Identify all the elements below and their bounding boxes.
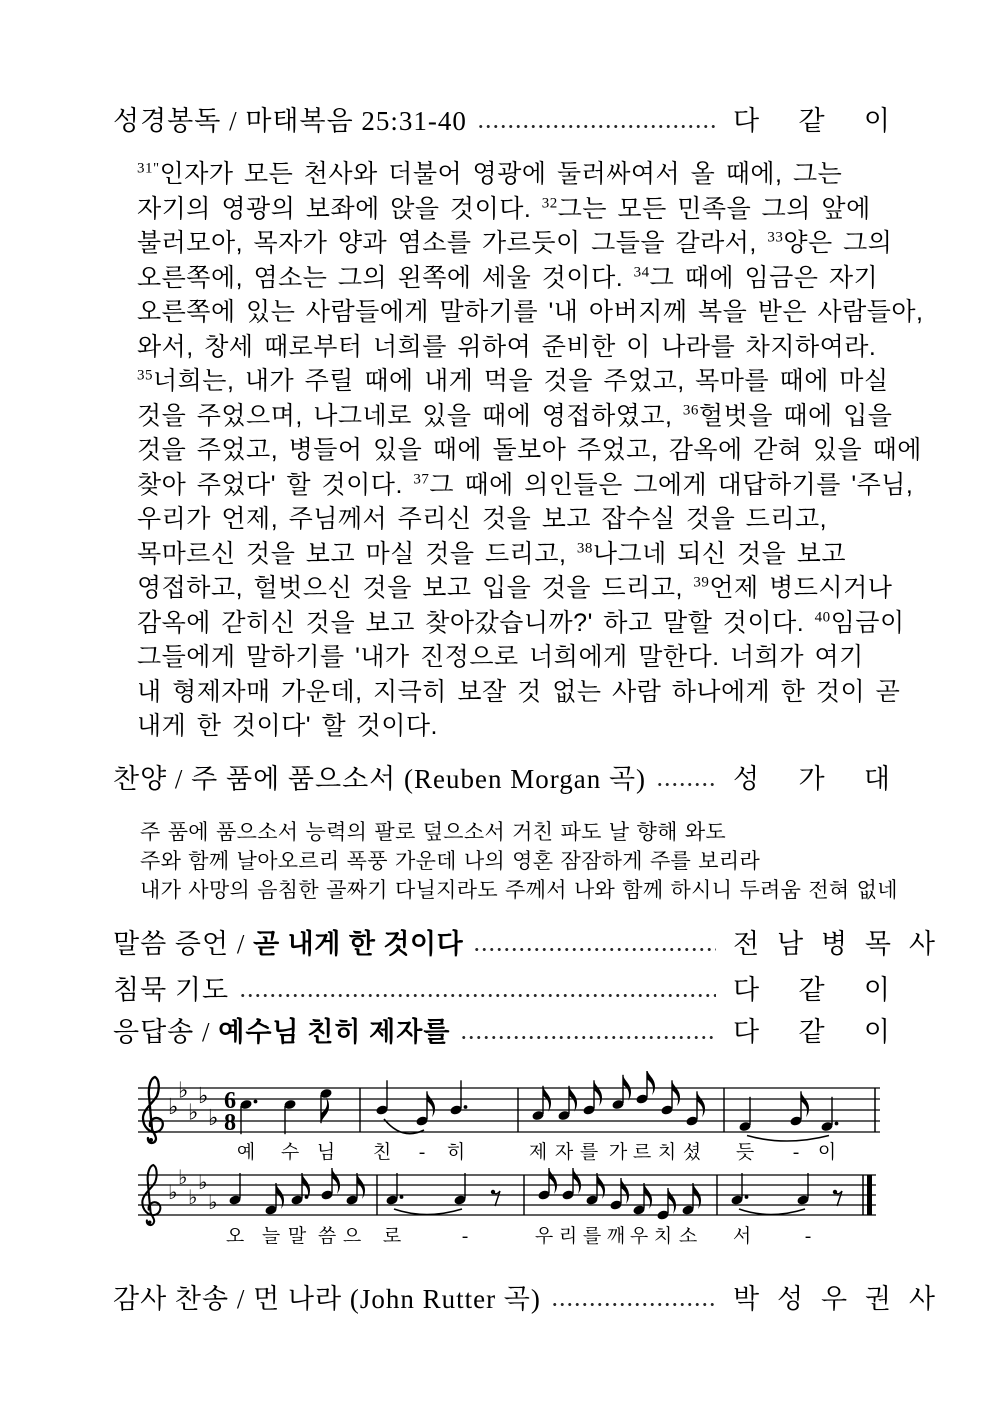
scripture-line: 것을 주었고, 병들어 있을 때에 돌보아 주었고, 감옥에 갇혀 있을 때에: [137, 436, 922, 464]
verse-number: 37: [413, 471, 430, 488]
lyric-syllable: -: [461, 1225, 469, 1247]
row-body: [113, 1014, 720, 1051]
eighth-flag: [594, 1080, 602, 1106]
final-barline: [867, 1175, 872, 1215]
eighth-flag: [697, 1091, 705, 1117]
lyric-syllable: 로: [382, 1225, 402, 1247]
time-signature: 8: [223, 1108, 237, 1136]
performer-label: [733, 1281, 935, 1318]
clef-dot: [148, 1220, 152, 1224]
lyric-syllable: 제: [528, 1141, 548, 1163]
service-item-text: 응답송 /: [113, 1016, 219, 1047]
lyric-syllable: 르: [632, 1141, 652, 1163]
performer-char: 병: [820, 928, 848, 959]
row-body: [113, 972, 720, 1009]
scripture-line: 내 형제자매 가운데, 지극히 보잘 것 없는 사람 하나에게 한 것이 곧: [137, 677, 901, 706]
verse-number: 33: [767, 229, 784, 246]
verse-number: 36: [682, 402, 699, 419]
performer-char: 이: [863, 974, 890, 1005]
service-item-text: 감사 찬송 / 먼 나라 (John Rutter 곡): [113, 1283, 541, 1314]
lyric-syllable: 예: [236, 1141, 256, 1163]
dot-leader: [473, 941, 716, 957]
scripture-line: 그들에게 말하기를 '내가 진정으로 너희에게 말한다. 너희가 여기: [137, 643, 864, 671]
eighth-flag: [427, 1091, 435, 1117]
service-item-title: [113, 1281, 541, 1318]
verse-number: 34: [633, 264, 650, 281]
verse-number: 35: [137, 367, 153, 384]
row-silent-prayer: [113, 972, 935, 1009]
flat-sign: ♭: [198, 1169, 208, 1194]
row-body: [113, 103, 720, 140]
verse-number: 32: [541, 195, 558, 212]
row-body: [113, 761, 720, 798]
lyric-syllable: 를: [582, 1225, 602, 1247]
music-staff-2: [130, 1163, 890, 1251]
scripture-line: 오른쪽에, 염소는 그의 왼쪽에 세울 것이다. $^{34}$그 때에 임금은 자기: [137, 263, 879, 292]
lyric-syllable: -: [418, 1141, 426, 1163]
scripture-line: 오른쪽에 있는 사람들에게 말하기를 '내 아버지께 복을 받은 사람들아,: [137, 298, 924, 326]
eighth-flag: [672, 1080, 680, 1106]
verse-number: 40: [814, 609, 831, 626]
lyric-line: 주 품에 품으소서 능력의 팔로 덮으소서 거친 파도 날 향해 와도: [140, 820, 726, 844]
dot-leader: [656, 776, 716, 792]
service-item-title: [113, 761, 646, 798]
lyric-syllable: 말: [287, 1225, 307, 1247]
service-item-title: [113, 1014, 450, 1051]
performer-char: 목: [864, 928, 891, 959]
augmentation-dot: [745, 1195, 749, 1199]
service-item-text: 곧 내게 한 것이다: [253, 928, 464, 959]
augmentation-dot: [254, 1099, 258, 1103]
scripture-line: 우리가 언제, 주님께서 주리신 것을 보고 잡수실 것을 드리고,: [137, 505, 828, 533]
lyric-syllable: -: [792, 1141, 800, 1163]
lyric-syllable: 수: [280, 1141, 300, 1163]
row-thanksgiving-hymn: [113, 1281, 935, 1318]
performer-char: 전: [733, 928, 760, 959]
performer-char: 대: [863, 763, 890, 794]
lyric-syllable: 으: [342, 1225, 362, 1247]
performer-char: 권: [864, 1283, 891, 1314]
performer-char: 성: [733, 763, 760, 794]
service-item-text: 예수님 친히 제자를: [218, 1016, 451, 1047]
performer-char: 박: [733, 1283, 760, 1314]
service-item-text: 침묵 기도: [113, 974, 230, 1005]
row-response-song: [113, 1014, 935, 1051]
performer-char: 같: [798, 106, 825, 136]
performer-char: 가: [798, 763, 825, 794]
lyric-syllable: 를: [579, 1141, 599, 1163]
flat-sign: ♭: [178, 1164, 188, 1189]
service-item-text: 성경봉독 / 마태복음 25:31-40: [113, 106, 467, 136]
scripture-line: 내게 한 것이다' 할 것이다.: [137, 712, 439, 740]
performer-label: [733, 926, 935, 963]
flat-sign: ♭: [168, 1094, 179, 1120]
dot-leader: [551, 1296, 716, 1312]
performer-char: 다: [733, 106, 760, 136]
eighth-flag: [801, 1091, 809, 1117]
sheet-music: [130, 1071, 935, 1251]
flat-sign: ♭: [178, 1078, 189, 1103]
eighth-flag: [647, 1071, 655, 1095]
lyric-syllable: 우: [629, 1225, 649, 1247]
lyric-syllable: 치: [653, 1225, 673, 1247]
dot-leader: [477, 119, 716, 135]
verse-number: 38: [576, 540, 593, 557]
scripture-line: 찾아 주었다' 할 것이다. $^{37}$그 때에 의인들은 그에게 대답하기를 '주님,: [137, 470, 914, 499]
augmentation-dot: [464, 1105, 468, 1109]
row-scripture-reading: [113, 103, 935, 140]
flat-sign: ♭: [208, 1189, 218, 1214]
flat-sign: ♭: [188, 1100, 199, 1125]
eighth-flag: [668, 1188, 676, 1214]
lyric-syllable: 이: [817, 1141, 837, 1163]
lyric-syllable: 자: [554, 1141, 574, 1163]
slur: [739, 1209, 805, 1215]
performer-char: 다: [733, 974, 760, 1005]
dot-leader: [239, 987, 716, 1003]
scripture-line: $^{35}$너희는, 내가 주릴 때에 내게 먹을 것을 주었고, 목마를 때에 마실: [137, 367, 889, 395]
row-body: [113, 1281, 720, 1318]
scripture-line: 불러모아, 목자가 양과 염소를 가르듯이 그들을 갈라서, $^{33}$양은 그의: [137, 229, 893, 257]
performer-label: [733, 972, 890, 1009]
lyric-syllable: 씀: [317, 1225, 337, 1247]
lyric-line: 내가 사망의 음침한 골짜기 다닐지라도 주께서 나와 함께 하시니 두려움 전혀 없네: [140, 878, 898, 902]
service-item-title: [113, 926, 463, 963]
praise-lyrics: [140, 818, 935, 905]
lyric-syllable: 소: [678, 1225, 698, 1247]
service-item-text: 찬양 / 주 품에 품으소서 (Reuben Morgan 곡): [113, 763, 647, 794]
clef-dot: [149, 1138, 153, 1142]
eighth-flag: [621, 1178, 629, 1204]
lyric-syllable: 친: [372, 1141, 392, 1163]
augmentation-dot: [400, 1195, 404, 1199]
eighth-flag: [549, 1168, 557, 1194]
scripture-line: 자기의 영광의 보좌에 앉을 것이다. $^{32}$그는 모든 민족을 그의 앞에: [137, 194, 871, 223]
performer-label: [733, 103, 890, 140]
performer-char: 사: [908, 928, 935, 959]
verse-number: 31": [137, 160, 160, 177]
augmentation-dot: [835, 1121, 839, 1125]
flat-sign: ♭: [208, 1105, 219, 1131]
lyric-syllable: -: [804, 1225, 812, 1247]
scripture-passage: [137, 157, 935, 744]
row-body: [113, 926, 720, 963]
lyric-syllable: 듯: [735, 1141, 755, 1163]
performer-label: [733, 761, 890, 798]
lyric-syllable: 치: [657, 1141, 677, 1163]
verse-number: 39: [693, 574, 710, 591]
time-signature: 6: [223, 1086, 237, 1114]
performer-char: 같: [798, 1016, 825, 1047]
scripture-line: $^{31"}$인자가 모든 천사와 더불어 영광에 둘러싸여서 올 때에, 그는: [137, 160, 843, 188]
lyric-syllable: 리: [558, 1225, 578, 1247]
service-item-text: 말씀 증언 /: [113, 928, 254, 959]
scripture-line: 것을 주었으며, 나그네로 있을 때에 영접하였고, $^{36}$헐벗을 때에 입을: [137, 401, 893, 430]
service-item-title: [113, 103, 467, 140]
scripture-line: 와서, 창세 때로부터 너희를 위하여 준비한 이 나라를 차지하여라.: [137, 332, 877, 361]
row-sermon: [113, 926, 935, 963]
flat-sign: ♭: [198, 1083, 209, 1109]
lyric-line: 주와 함께 날아오르리 폭풍 가운데 나의 영혼 잠잠하게 주를 보리라: [140, 849, 761, 873]
flat-sign: ♭: [188, 1184, 198, 1209]
performer-char: 다: [733, 1016, 760, 1047]
slur: [394, 1209, 462, 1215]
dot-leader: [460, 1029, 716, 1045]
lyric-syllable: 늘: [261, 1225, 281, 1247]
eighth-flag: [332, 1168, 340, 1194]
flat-sign: ♭: [168, 1179, 178, 1204]
slur: [747, 1135, 829, 1141]
lyric-syllable: 님: [316, 1141, 336, 1163]
service-item-title: [113, 972, 229, 1009]
performer-char: 같: [798, 974, 825, 1005]
music-staff-1: [130, 1071, 890, 1163]
lyric-syllable: 셨: [682, 1141, 702, 1163]
performer-char: 이: [863, 1016, 890, 1047]
lyric-syllable: 우: [534, 1225, 554, 1247]
row-praise: [113, 761, 935, 798]
performer-char: 남: [776, 928, 804, 959]
lyric-syllable: 오: [225, 1225, 245, 1247]
scripture-line: 영접하고, 헐벗으신 것을 보고 입을 것을 드리고, $^{39}$언제 병드시거나: [137, 574, 893, 602]
performer-char: 이: [863, 106, 890, 136]
lyric-syllable: 깨: [606, 1225, 626, 1247]
lyric-syllable: 가: [608, 1141, 628, 1163]
performer-char: 우: [820, 1283, 848, 1314]
lyric-syllable: 히: [446, 1141, 466, 1163]
performer-char: 사: [908, 1283, 935, 1314]
scripture-line: 감옥에 갇히신 것을 보고 찾아갔습니까?' 하고 말할 것이다. $^{40}$임금이: [137, 608, 905, 637]
scripture-line: 목마르신 것을 보고 마실 것을 드리고, $^{38}$나그네 되신 것을 보고: [137, 539, 847, 568]
eighth-flag: [573, 1168, 581, 1194]
performer-label: [733, 1014, 890, 1051]
lyric-syllable: 서: [732, 1225, 752, 1247]
performer-char: 성: [776, 1283, 804, 1314]
